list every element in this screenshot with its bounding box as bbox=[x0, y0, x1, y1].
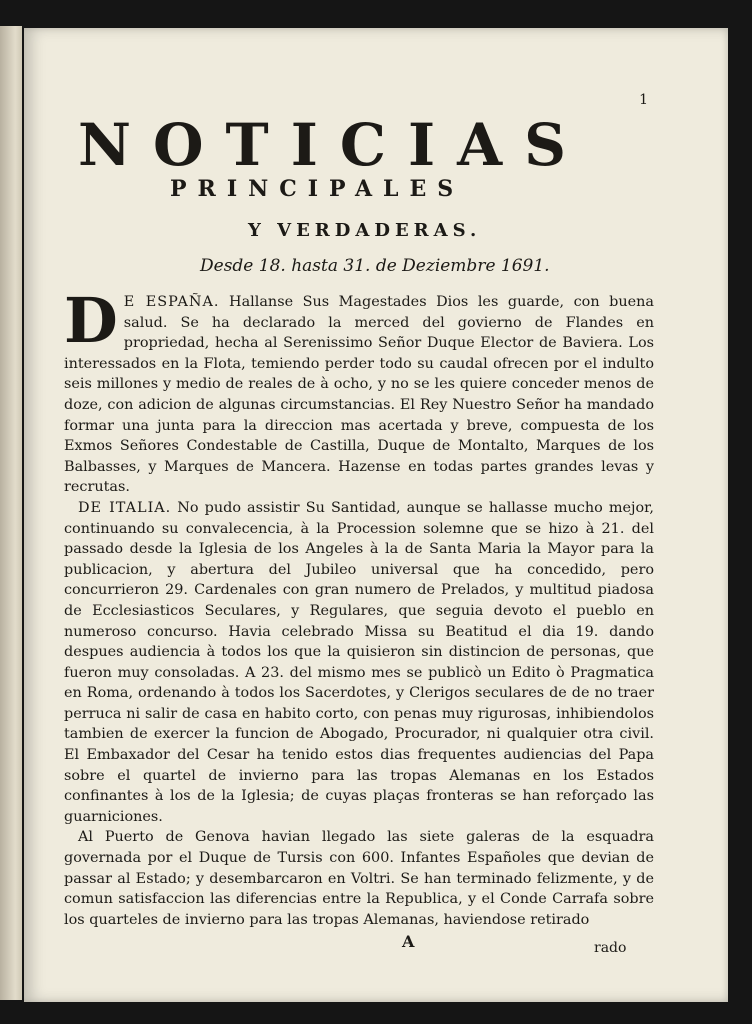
paragraph-genova bbox=[64, 827, 654, 930]
masthead-subtitle: PRINCIPALES bbox=[170, 176, 465, 202]
masthead-subtitle-secondary: Y VERDADERAS. bbox=[248, 220, 482, 241]
page-mark: 1 bbox=[639, 92, 648, 108]
paragraph-text: No pudo assistir Su Santidad, aunque se hallasse mucho mejor, continuando su convalecencia, à la Procession solemne que se hizo à 21. del passado desde la Iglesia de los Angeles à la de Santa Maria la Mayor para la publicacion, y abertura del Jubileo universal que ha concedido, pero concurrieron 29. Cardenales con gran numero de Prelados, y multitud piadosa de Ecclesiasticos Seculares, y Regulares, que seguia devoto el pueblo en numeroso concurso. Havia celebrado Missa su Beatitud el dia 19. dando despues audiencia à todos los que la quisieron sin distincion de personas, que fueron muy consoladas. A 23. del mismo mes se publicò un Edito ò Pragmatica en Roma, ordenando à todos los Sacerdotes, y Clerigos seculares de de no traer perruca ni salir de casa en habito corto, con penas muy rigurosas, inhibiendolos tambien de exercer la funcion de Abogado, Procurador, ni qualquier otra civil. El Embaxador del Cesar ha tenido estos dias frequentes audiencias del Papa sobre el quartel de invierno para las tropas Alemanas en los Estados confinantes à los de la Iglesia; de cuyas plaças fronteras se han reforçado las guarniciones. bbox=[64, 499, 654, 825]
paragraph-text: Hallanse Sus Magestades Dios les guarde, con buena salud. Se ha declarado la merced del govierno de Flandes en propriedad, hecha al Serenissimo Señor Duque Elector de Baviera. Los interessados en la Flota, temiendo perder todo su caudal ofrecen por el indulto seis millones y medio de reales de à ocho, y no se les quiere conceder menos de doze, con adicion de algunas circumstancias. El Rey Nuestro Señor ha mandado formar una junta para la direccion mas acertada y breve, compuesta de los Exmos Señores Condestable de Castilla, Duque de Montalto, Marques de los Balbasses, y Marques de Mancera. Hazense en todas partes grandes levas y recrutas. bbox=[64, 294, 654, 496]
signature-mark: A bbox=[402, 932, 415, 951]
section-lead-italia: DE ITALIA. bbox=[78, 499, 172, 516]
paragraph-italia bbox=[64, 498, 654, 828]
left-page-edge bbox=[0, 26, 22, 1000]
paragraph-espana bbox=[64, 284, 654, 498]
newspaper-page bbox=[24, 28, 728, 1002]
masthead-title: NOTICIAS bbox=[78, 111, 589, 179]
paragraph-text: Al Puerto de Genova havian llegado las siete galeras de la esquadra governada por el Duque de Tursis con 600. Infantes Españoles que devian de passar al Estado; y desembarcaron en Voltri. Se han terminado felizmente, y de comun satisfaccion las diferencias entre la Republica, y el Conde Carrafa sobre los quarteles de invierno para las tropas Alemanas, haviendose retirado bbox=[64, 829, 654, 928]
article-body bbox=[64, 284, 654, 930]
drop-cap: D bbox=[64, 284, 118, 357]
catchword: rado bbox=[594, 940, 627, 956]
dateline: Desde 18. hasta 31. de Deziembre 1691. bbox=[200, 256, 550, 276]
section-lead-espana: E ESPAÑA. bbox=[123, 294, 220, 310]
